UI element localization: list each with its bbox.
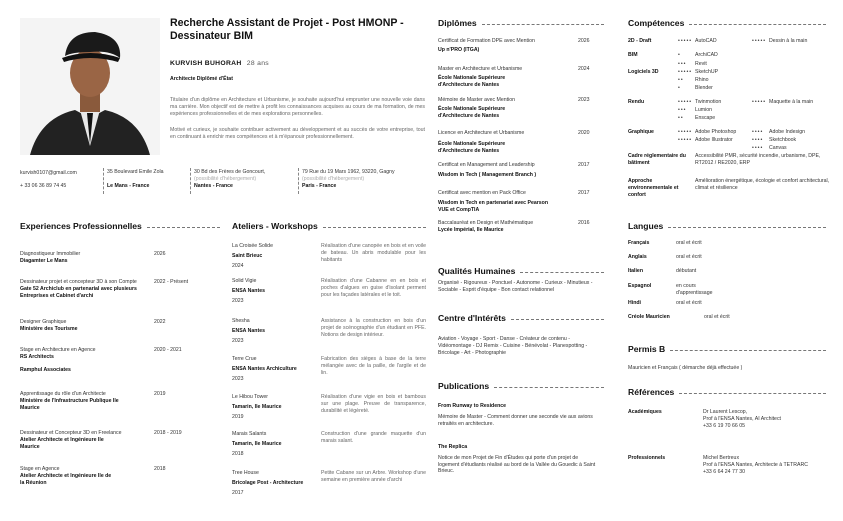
- reference-type: Professionnels: [628, 455, 666, 461]
- skill-level-dots: •••••: [678, 98, 693, 105]
- atelier-year: 2024: [232, 262, 244, 269]
- address-line: 35 Boulevard Emile Zola: [107, 169, 164, 175]
- reference-phone: +33 6 19 70 66 05: [703, 422, 745, 429]
- language-level: oral et écrit: [676, 254, 702, 260]
- experience-org: Gate 52 Archiclub en partenarial avec plusieurs Entreprises et Cabinet d'archi: [20, 285, 137, 299]
- language-row: [628, 240, 828, 254]
- experience-org-secondary: Ramphul Associates: [20, 366, 71, 373]
- language-row: [628, 314, 828, 328]
- candidate-name-line: [170, 60, 269, 67]
- diplome-item: [438, 162, 604, 179]
- skill-tool: Adobe Photoshop: [695, 128, 737, 135]
- diplome-item: [438, 190, 604, 213]
- competences-title: Compétences: [628, 18, 685, 28]
- skill-level-dots: •: [678, 85, 681, 92]
- experiences-title: Experiences Professionnelles: [20, 221, 142, 231]
- skill-tool: AutoCAD: [695, 38, 717, 44]
- skill-tool: Canvas: [769, 145, 787, 152]
- address-city: Paris - France: [302, 182, 337, 189]
- skill-level-dots: ••: [678, 115, 684, 122]
- atelier-name: Terre Crue: [232, 356, 257, 362]
- langues-heading: [628, 221, 826, 231]
- language-row: [628, 283, 828, 300]
- references-heading: [628, 387, 826, 397]
- diplome-item: [438, 66, 604, 88]
- atelier-description: Réalisation d'une canopée en bois et en voile de bateau. Un abris modulable pour les habitants: [321, 243, 426, 263]
- atelier-item: [232, 278, 426, 304]
- langues-title: Langues: [628, 221, 664, 231]
- reference-item: [628, 409, 833, 429]
- contact-divider: [298, 168, 299, 194]
- diplome-school: École Nationale Supérieure d'Architecture de Nantes: [438, 74, 506, 88]
- diplome-name: Certificat avec mention en Pack Office: [438, 190, 526, 196]
- publication-text: Notice de mon Projet de Fin d'Études qui porte d'un projet de logement d'étudiants réalisé au bord de la Vallée du Gouedic à Saint Brieuc.: [438, 454, 596, 475]
- diplomes-heading: [438, 18, 604, 28]
- address-note: (possibilité d'hébergement): [302, 175, 365, 182]
- skill-category: Rendu: [628, 98, 645, 105]
- skill-level-dots: ••••: [752, 145, 764, 152]
- intro-paragraph-2: Motivé et curieux, je souhaite contribuer activement au développement et au succès de votre entreprise, tout en continuant à enrichir mes compétences et à m'épanouir professionnellement.: [170, 127, 425, 140]
- language-name: Créole Mauricien: [628, 314, 670, 320]
- atelier-description: Réalisation d'une Cabanne en en bois et poches d'algues en guise d'isolant perment pour les façades latérales et le toit.: [321, 278, 426, 298]
- skill-row: [628, 115, 833, 123]
- portrait-illustration: [20, 18, 160, 155]
- atelier-name: Tree House: [232, 470, 259, 476]
- address-le-mans: [107, 169, 189, 190]
- experience-role: Apprentissage du rôle d'un Architecte: [20, 391, 106, 397]
- address-city: Le Mans - France: [107, 182, 150, 189]
- experience-role: Dessinateur projet et concepteur 3D à son Compte: [20, 279, 137, 285]
- skill-row: [628, 38, 833, 46]
- language-name: Français: [628, 240, 650, 246]
- permis-text: Mauricien et Français ( démarche déjà effectuée ): [628, 365, 743, 371]
- reference-role: Prof à l'ENSA Nantes, AI Architect: [703, 415, 781, 422]
- skill-level-dots: •••: [678, 107, 687, 114]
- skill-level-dots: [752, 61, 769, 69]
- skill-tool: Sketchbook: [769, 136, 797, 143]
- skill-row: [628, 85, 833, 93]
- language-level: en cours d'apprentissage: [676, 283, 713, 296]
- atelier-description: Assistance à la construction en bois d'un projet de scénographie d'un étudiant en PFE. Notions de design intérieur.: [321, 318, 426, 338]
- skill-level-dots: •••••: [678, 68, 693, 75]
- experience-date: 2018 - 2019: [154, 430, 182, 436]
- diplomes-title: Diplômes: [438, 18, 477, 28]
- permis-title: Permis B: [628, 344, 666, 354]
- atelier-description: Fabrication des sièges à base de la terre mélangée avec de la paille, de l'argile et de lin.: [321, 356, 426, 376]
- skill-tool: Twinmotion: [695, 98, 722, 105]
- skill-level-dots: [752, 52, 769, 60]
- experience-org: Atelier Architecte et Ingénieure Ile Maurice: [20, 436, 104, 450]
- experience-role: Designer Graphique: [20, 319, 67, 325]
- diplome-item: [438, 130, 604, 154]
- language-row: [628, 268, 828, 282]
- skill-level-dots: ••: [678, 77, 684, 84]
- skill-tool: Adobe Indesign: [769, 128, 806, 135]
- experience-org: RS Architects: [20, 353, 54, 360]
- qualites-text: Organisé - Rigoureux - Ponctuel - Autonome - Curieux - Minutieux - Sociable - Esprit d'équipe - Bon contact relationnel: [438, 280, 593, 293]
- permis-heading: [628, 344, 826, 354]
- reference-role: Prof à l'ENSA Nantes, Architecte à TETRARC: [703, 461, 808, 468]
- skill-tool: Lumion: [695, 107, 713, 114]
- skill-tool: Adobe Illustrator: [695, 136, 733, 143]
- diplome-school: École Nationale Supérieure d'Architecture de Nantes: [438, 105, 506, 119]
- skill-tool: Blender: [695, 85, 713, 92]
- experience-role: Stage en Agence: [20, 466, 60, 472]
- diplome-school: École Nationale Supérieure d'Architecture de Nantes: [438, 140, 506, 154]
- atelier-year: 2023: [232, 375, 244, 382]
- ateliers-title: Ateliers - Workshops: [232, 221, 318, 231]
- address-city: Nantes - France: [194, 182, 233, 189]
- experience-date: 2018: [154, 466, 166, 472]
- competences-heading: [628, 18, 826, 28]
- address-note: (possibilité d'hébergement): [194, 175, 257, 182]
- skill-level-dots: •: [678, 52, 681, 59]
- interets-text: Aviation - Voyage - Sport - Danse - Créateur de contenu - Vidéomontage - DJ Remix - Cuisine - Bénévolat - Planespotting - Bricolage - Art - Photographie: [438, 336, 588, 356]
- skill-level-dots: [752, 77, 769, 85]
- atelier-year: 2017: [232, 489, 244, 496]
- skill-row: [628, 77, 833, 85]
- skill-level-dots: ••••: [752, 136, 764, 143]
- language-row: [628, 300, 828, 314]
- diplome-name: Master en Architecture et Urbanisme: [438, 66, 523, 72]
- experience-org: Ministère de l'Infrastructure Publique Ile Maurice: [20, 397, 119, 411]
- experience-date: 2022 - Présent: [154, 279, 189, 285]
- contact-divider: [103, 168, 104, 194]
- skill-level-dots: •••••: [678, 136, 693, 143]
- experience-org: Ministère des Tourisme: [20, 325, 78, 332]
- experience-role: Diagnostiqueur Immobilier: [20, 251, 81, 257]
- atelier-place: Saint Brieuc: [232, 252, 263, 259]
- atelier-place: Bricolage Post - Architecture: [232, 479, 304, 486]
- skill-tool: SketchUP: [695, 68, 719, 75]
- address-nantes: [194, 169, 294, 189]
- references-title: Références: [628, 387, 675, 397]
- skill-tool: Revit: [695, 60, 707, 67]
- competence-extra-label: Approche environnementale et confort: [628, 178, 679, 198]
- diplome-school: Wisdom in Tech en partenariat avec Pearson VUE et CompTIA: [438, 199, 548, 213]
- atelier-place: ENSA Nantes: [232, 287, 265, 294]
- contact-divider: [190, 168, 191, 194]
- candidate-age: 28 ans: [246, 60, 270, 67]
- language-name: Hindi: [628, 300, 641, 306]
- diplome-year: 2017: [578, 162, 590, 168]
- skill-category: 2D - Draft: [628, 38, 652, 44]
- atelier-item: [232, 356, 426, 382]
- skill-level-dots: •••••: [678, 38, 693, 44]
- regulatory-item: [628, 153, 833, 167]
- environment-item: [628, 178, 833, 198]
- skill-level-dots: •••••: [678, 128, 693, 135]
- skill-level-dots: •••••: [752, 98, 767, 105]
- skill-tool: Dessin à la main: [769, 38, 808, 44]
- competence-extra-text: Amélioration énergétique, écologie et confort architectural, climat et résilience: [695, 178, 830, 191]
- atelier-place: ENSA Nantes Archiculture: [232, 365, 297, 372]
- atelier-year: 2023: [232, 297, 244, 304]
- atelier-place: Tamarin, Ile Maurice: [232, 403, 282, 410]
- atelier-item: [232, 431, 426, 457]
- skills-table: [628, 38, 833, 154]
- diplome-school: Wisdom in Tech ( Management Branch ): [438, 171, 537, 178]
- skill-category: Graphique: [628, 128, 654, 135]
- reference-item: [628, 455, 833, 475]
- skill-row: [628, 107, 833, 115]
- experience-item: [20, 430, 220, 450]
- diplome-name: Certificat de Formation DPE avec Mention: [438, 38, 535, 44]
- skill-level-dots: •••: [678, 60, 687, 67]
- language-row: [628, 254, 828, 268]
- interets-title: Centre d'Intérêts: [438, 313, 506, 323]
- atelier-item: [232, 470, 426, 496]
- reference-name: Dr Laurent Lescop,: [703, 409, 748, 415]
- language-name: Espagnol: [628, 283, 652, 289]
- diplome-year: 2026: [578, 38, 590, 44]
- address-line: 79 Rue du 19 Mars 1962, 93220, Gagny: [302, 169, 395, 175]
- diplome-name: Certificat en Management and Leadership: [438, 162, 535, 168]
- skill-tool: ArchiCAD: [695, 52, 718, 59]
- diplome-name: Baccalauréat en Design et Mathématique: [438, 220, 534, 226]
- experience-date: 2019: [154, 391, 166, 397]
- experience-item: [20, 466, 220, 486]
- skill-row: [628, 52, 833, 60]
- diplome-year: 2017: [578, 190, 590, 196]
- experience-item: [20, 347, 220, 373]
- diplome-year: 2024: [578, 66, 590, 72]
- profile-photo: [20, 18, 160, 155]
- experience-date: 2022: [154, 319, 166, 325]
- address-paris: [302, 169, 427, 189]
- skill-level-dots: ••••: [752, 128, 764, 135]
- atelier-description: Construction d'une grande maquette d'un marais salant.: [321, 431, 426, 444]
- diplome-school: Lycée Impérial, Ile Maurice: [438, 226, 504, 233]
- ateliers-heading: [232, 221, 426, 231]
- skill-category: Logiciels 3D: [628, 68, 659, 75]
- skill-row: [628, 99, 833, 107]
- experience-role: Dessinateur et Concepteur 3D en Freelance: [20, 430, 122, 436]
- publication-item: [438, 403, 600, 427]
- skill-category: [628, 85, 678, 93]
- atelier-description: Petite Cabane sur un Arbre. Workshop d'une semaine en première année d'archi: [321, 470, 426, 483]
- atelier-name: Marais Salants: [232, 431, 267, 437]
- atelier-item: [232, 394, 426, 420]
- skill-tool: Maquette à la main: [769, 98, 814, 105]
- qualites-title: Qualités Humaines: [438, 266, 516, 276]
- competence-extra-text: Accessibilité PMR, sécurité incendie, urbanisme, DPE, RT2012 / RE2020, ERP: [695, 153, 821, 166]
- diplome-item: [438, 97, 604, 119]
- language-level: oral et écrit: [704, 314, 730, 320]
- reference-details: [703, 455, 833, 475]
- atelier-item: [232, 243, 426, 269]
- experience-date: 2026: [154, 251, 166, 257]
- skill-category: [628, 61, 678, 69]
- experience-item: [20, 391, 220, 411]
- atelier-year: 2019: [232, 413, 244, 420]
- atelier-name: Shesha: [232, 318, 250, 324]
- experiences-heading: [20, 221, 220, 231]
- atelier-name: La Croisée Solide: [232, 243, 273, 249]
- atelier-name: Le Hibou Tower: [232, 394, 268, 400]
- experience-date: 2020 - 2021: [154, 347, 182, 353]
- skill-level-dots: [752, 115, 769, 123]
- skill-row: [628, 69, 833, 77]
- reference-details: [703, 409, 833, 429]
- skill-level-dots: [752, 69, 769, 77]
- email-link[interactable]: kurvish0107@gmail.com: [20, 170, 77, 176]
- experience-org: Atelier Architecte et Ingénieure Ile de la Réunion: [20, 472, 112, 486]
- diplome-item: [438, 38, 604, 54]
- publication-item: [438, 444, 600, 475]
- language-level: oral et écrit: [676, 300, 702, 306]
- publications-title: Publications: [438, 381, 490, 391]
- candidate-name: KURVISH BUHORAH: [170, 60, 242, 67]
- experience-org: Diagamter Le Mans: [20, 257, 68, 264]
- diplome-year: 2023: [578, 97, 590, 103]
- skill-row: [628, 137, 833, 145]
- experience-item: [20, 279, 220, 299]
- skill-level-dots: [752, 107, 769, 115]
- experience-item: [20, 251, 220, 265]
- publication-title: From Runway to Residence: [438, 403, 507, 409]
- skill-row: [628, 61, 833, 69]
- skill-tool: Rhino: [695, 77, 709, 84]
- language-name: Anglais: [628, 254, 647, 260]
- phone-number: + 33 06 36 89 74 45: [20, 183, 67, 189]
- interets-heading: [438, 313, 604, 323]
- skill-category: BIM: [628, 52, 638, 59]
- skill-category: [628, 137, 678, 145]
- reference-phone: +33 6 64 24 77 30: [703, 468, 745, 475]
- skill-category: [628, 107, 678, 115]
- atelier-place: ENSA Nantes: [232, 327, 265, 334]
- reference-type: Académiques: [628, 409, 662, 415]
- atelier-name: Solid Vigie: [232, 278, 257, 284]
- address-note: [107, 176, 189, 183]
- skill-row: [628, 129, 833, 137]
- language-name: Italien: [628, 268, 643, 274]
- competence-extra-label: Cadre réglementaire du bâtiment: [628, 153, 686, 166]
- publications-heading: [438, 381, 604, 391]
- diplome-school: Up n'PRO (ITGA): [438, 46, 480, 53]
- candidate-subtitle: Architecte Diplômé d'État: [170, 76, 233, 82]
- atelier-description: Réalisation d'une vigie en bois et bambous sur une plage. Preuve de transparence, durabilité et légèreté.: [321, 394, 426, 414]
- diplome-year: 2016: [578, 220, 590, 226]
- experience-item: [20, 319, 220, 333]
- skill-tool: Enscape: [695, 115, 716, 122]
- diplome-year: 2020: [578, 130, 590, 136]
- page-title: Recherche Assistant de Projet - Post HMONP - Dessinateur BIM: [170, 17, 404, 43]
- atelier-place: Tamarin, Ile Maurice: [232, 440, 282, 447]
- skill-category: [628, 115, 678, 123]
- qualites-heading: [438, 266, 604, 276]
- atelier-year: 2018: [232, 450, 244, 457]
- atelier-item: [232, 318, 426, 344]
- diplome-name: Licence en Architecture et Urbanisme: [438, 130, 525, 136]
- language-level: oral et écrit: [676, 240, 702, 246]
- languages-list: [628, 240, 828, 328]
- experience-role: Stage en Architecture en Agence: [20, 347, 96, 353]
- skill-level-dots: [752, 85, 769, 93]
- atelier-year: 2023: [232, 337, 244, 344]
- intro-paragraph-1: Titulaire d'un diplôme en Architecture et Urbanisme, je souhaite aujourd'hui emprunter une nouvelle voie dans ma carrière. Mon objectif est de mettre à profit les connaissances acquises au cours de ma formation, de mes expériences professionnelles et de mes explorations personnelles.: [170, 97, 425, 117]
- skill-level-dots: •••••: [752, 38, 767, 44]
- reference-name: Michel Bertreux: [703, 455, 740, 461]
- address-line: 30 Bd des Frères de Goncourt,: [194, 169, 266, 175]
- publication-title: The Replica: [438, 444, 468, 450]
- skill-category: [628, 77, 678, 85]
- diplome-item: [438, 220, 604, 234]
- publication-text: Mémoire de Master - Comment donner une seconde vie aux avions retraités en architecture.: [438, 413, 593, 427]
- diplome-name: Mémoire de Master avec Mention: [438, 97, 515, 103]
- language-level: débutant: [676, 268, 697, 274]
